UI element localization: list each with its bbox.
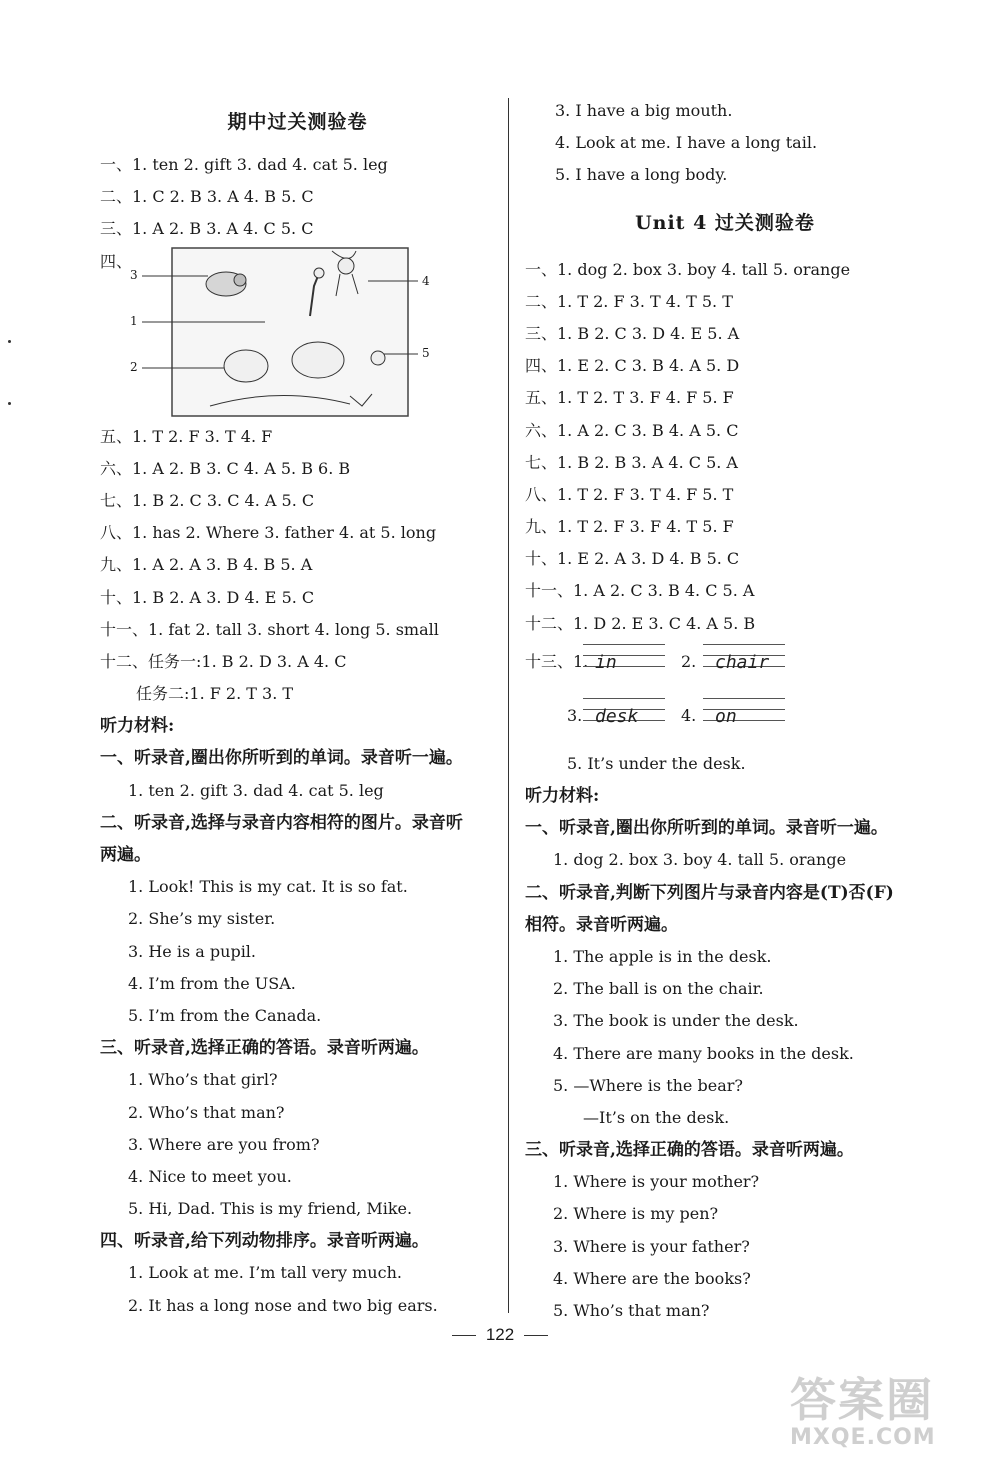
site-watermark bbox=[790, 1375, 990, 1465]
answer-line: 二、1. C 2. B 3. A 4. B 5. C bbox=[100, 187, 314, 207]
answer-line: 十二、任务一:1. B 2. D 3. A 4. C bbox=[100, 651, 347, 671]
listening-item: 5. I have a long body. bbox=[555, 165, 728, 185]
answer-line: 六、1. A 2. B 3. C 4. A 5. B 6. B bbox=[100, 458, 351, 478]
listening-item: 2. Where is my pen? bbox=[553, 1204, 719, 1224]
writing-number: 4. bbox=[681, 705, 697, 725]
handwritten-word: chair bbox=[715, 651, 770, 673]
listening-item: 1. Look at me. I’m tall very much. bbox=[128, 1263, 402, 1283]
listening-section-title: 三、听录音,选择正确的答语。录音听两遍。 bbox=[525, 1140, 854, 1161]
figure-number: 3 bbox=[130, 267, 138, 282]
listening-section-title: 两遍。 bbox=[100, 845, 151, 865]
answer-line: 任务二:1. F 2. T 3. T bbox=[136, 684, 294, 704]
listening-item: 2. It has a long nose and two big ears. bbox=[128, 1295, 438, 1315]
listening-section-title: 三、听录音,选择正确的答语。录音听两遍。 bbox=[100, 1038, 429, 1059]
answer-line: 九、1. T 2. F 3. F 4. T 5. F bbox=[525, 517, 734, 537]
answer-line: 八、1. has 2. Where 3. father 4. at 5. long bbox=[100, 523, 437, 543]
writing-number: 2. bbox=[681, 651, 697, 671]
listening-item: 2. She’s my sister. bbox=[128, 909, 276, 929]
listening-item: 1. Look! This is my cat. It is so fat. bbox=[128, 877, 408, 897]
listening-item: —It’s on the desk. bbox=[583, 1107, 730, 1127]
listening-item: 1. The apple is in the desk. bbox=[553, 946, 772, 966]
listening-item: 1. ten 2. gift 3. dad 4. cat 5. leg bbox=[128, 780, 384, 800]
figure-number: 2 bbox=[130, 359, 138, 374]
answer-line: 六、1. A 2. C 3. B 4. A 5. C bbox=[525, 420, 739, 440]
right-column bbox=[525, 95, 925, 1327]
listening-section-title: 一、听录音,圈出你所听到的单词。录音听一遍。 bbox=[100, 748, 463, 769]
listening-item: 1. Where is your mother? bbox=[553, 1172, 760, 1192]
listening-item: 5. Who’s that man? bbox=[553, 1301, 710, 1320]
answer-line: 十二、1. D 2. E 3. C 4. A 5. B bbox=[525, 613, 756, 633]
answer-line: 二、1. T 2. F 3. T 4. T 5. T bbox=[525, 291, 733, 311]
answer-line: 五、1. T 2. F 3. T 4. F bbox=[100, 426, 273, 446]
listening-section-title: 一、听录音,圈出你所听到的单词。录音听一遍。 bbox=[525, 818, 888, 839]
answer-line: 三、1. A 2. B 3. A 4. C 5. C bbox=[100, 219, 314, 239]
writing-lines bbox=[583, 644, 665, 688]
answer-line: 七、1. B 2. C 3. C 4. A 5. C bbox=[100, 490, 315, 510]
listening-item: 1. Who’s that girl? bbox=[128, 1070, 278, 1090]
page-footer bbox=[0, 1325, 1000, 1345]
listening-section-title: 相符。录音听两遍。 bbox=[525, 914, 678, 935]
watermark-logo-text: 答案圈 bbox=[790, 1373, 934, 1427]
listening-item: 2. Who’s that man? bbox=[128, 1102, 285, 1122]
writing-lines bbox=[703, 698, 785, 742]
footer-dash bbox=[452, 1335, 476, 1336]
answer-line: 一、1. dog 2. box 3. boy 4. tall 5. orange bbox=[525, 259, 851, 279]
listening-item: 5. I’m from the Canada. bbox=[128, 1005, 322, 1025]
listening-section-title: 二、听录音,选择与录音内容相符的图片。录音听 bbox=[100, 812, 463, 833]
page-number: 122 bbox=[485, 1325, 515, 1344]
answer-line: 十一、1. fat 2. tall 3. short 4. long 5. small bbox=[100, 619, 439, 639]
answer-line: 九、1. A 2. A 3. B 4. B 5. A bbox=[100, 555, 313, 575]
handwritten-word: on bbox=[715, 705, 737, 727]
footer-dash bbox=[524, 1335, 548, 1336]
answer-line: 十、1. B 2. A 3. D 4. E 5. C bbox=[100, 587, 315, 607]
answer-line: 七、1. B 2. B 3. A 4. C 5. A bbox=[525, 452, 738, 472]
listening-item: 3. I have a big mouth. bbox=[555, 101, 733, 120]
writing-lines bbox=[583, 698, 665, 742]
listening-item: 4. There are many books in the desk. bbox=[553, 1043, 854, 1063]
answer-line: 五、1. T 2. T 3. F 4. F 5. F bbox=[525, 388, 734, 408]
writing-prefix: 十三、1. bbox=[525, 651, 589, 671]
listening-item: 4. Nice to meet you. bbox=[128, 1166, 292, 1186]
answer-line: 5. It’s under the desk. bbox=[567, 753, 746, 773]
answer-line: 十、1. E 2. A 3. D 4. B 5. C bbox=[525, 549, 740, 569]
answer-line: 八、1. T 2. F 3. T 4. F 5. T bbox=[525, 484, 734, 504]
handwriting-row bbox=[525, 640, 925, 694]
figure-label: 四、 bbox=[100, 251, 133, 271]
listening-item: 2. The ball is on the chair. bbox=[553, 979, 764, 999]
answer-line: 十一、1. A 2. C 3. B 4. C 5. A bbox=[525, 581, 755, 601]
listening-section-title: 二、听录音,判断下列图片与录音内容是(T)否(F) bbox=[525, 882, 894, 903]
handwritten-word: in bbox=[595, 651, 617, 673]
listening-title: 听力材料: bbox=[100, 716, 175, 737]
watermark-url: MXQE.COM bbox=[790, 1425, 936, 1450]
listening-item: 4. Look at me. I have a long tail. bbox=[555, 133, 818, 153]
listening-item: 3. He is a pupil. bbox=[128, 941, 257, 961]
listening-item: 4. Where are the books? bbox=[553, 1268, 751, 1288]
answer-line: 四、1. E 2. C 3. B 4. A 5. D bbox=[525, 356, 740, 376]
listening-section-title: 四、听录音,给下列动物排序。录音听两遍。 bbox=[100, 1231, 429, 1252]
answer-line: 三、1. B 2. C 3. D 4. E 5. A bbox=[525, 323, 740, 343]
figure-number: 5 bbox=[422, 345, 430, 360]
left-column bbox=[100, 95, 495, 1322]
animal-matching-picture bbox=[100, 246, 430, 421]
handwritten-word: desk bbox=[595, 705, 639, 727]
scan-dot bbox=[8, 340, 11, 343]
column-divider bbox=[508, 98, 509, 1313]
writing-number: 3. bbox=[567, 705, 583, 725]
unit4-title: Unit 4 过关测验卷 bbox=[635, 211, 815, 234]
listening-item: 5. Hi, Dad. This is my friend, Mike. bbox=[128, 1199, 413, 1219]
figure-number: 1 bbox=[130, 313, 138, 328]
listening-title: 听力材料: bbox=[525, 786, 600, 806]
answer-line: 一、1. ten 2. gift 3. dad 4. cat 5. leg bbox=[100, 155, 388, 174]
figure-number: 4 bbox=[422, 273, 430, 288]
listening-item: 1. dog 2. box 3. boy 4. tall 5. orange bbox=[553, 850, 847, 870]
listening-item: 3. Where are you from? bbox=[128, 1134, 320, 1154]
writing-lines bbox=[703, 644, 785, 688]
handwriting-row bbox=[525, 694, 925, 748]
animal-figure-row bbox=[100, 246, 495, 421]
midterm-title: 期中过关测验卷 bbox=[227, 111, 368, 133]
scan-dot bbox=[8, 402, 11, 405]
listening-item: 3. The book is under the desk. bbox=[553, 1011, 799, 1031]
listening-item: 5. —Where is the bear? bbox=[553, 1075, 743, 1095]
listening-item: 3. Where is your father? bbox=[553, 1236, 750, 1256]
listening-item: 4. I’m from the USA. bbox=[128, 973, 296, 993]
